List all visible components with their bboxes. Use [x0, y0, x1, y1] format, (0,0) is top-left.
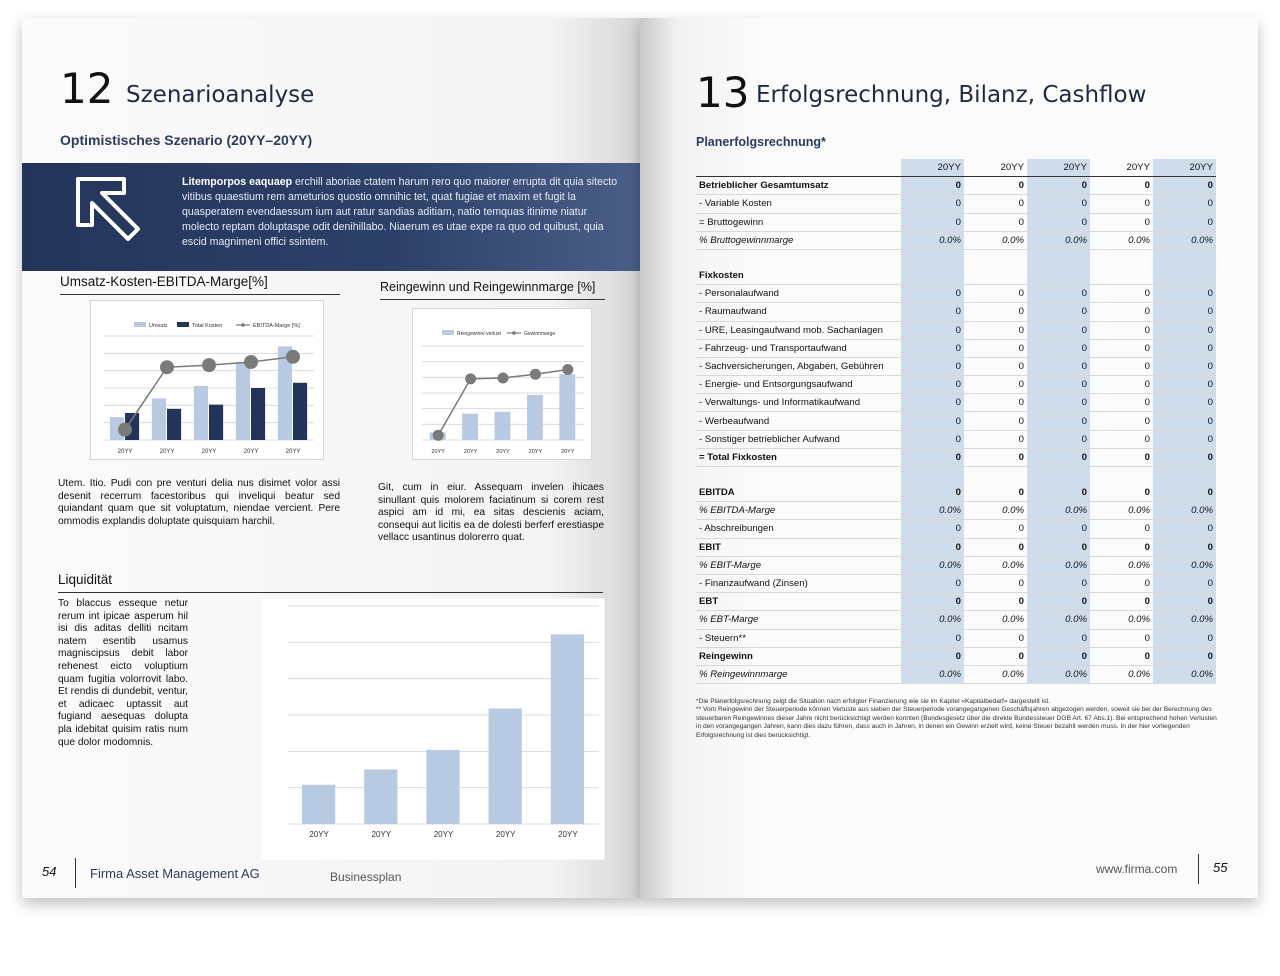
footer-page-number: 55: [1213, 860, 1228, 875]
legend-label: Umsatz: [149, 323, 168, 329]
table-cell: 0.0%: [901, 665, 964, 683]
column-header: 20YY: [901, 159, 964, 177]
row-label: - Personalaufwand: [696, 285, 901, 303]
table-row: [696, 520, 1216, 538]
table-cell: 0.0%: [964, 611, 1027, 629]
table-cell: 0: [1090, 213, 1153, 231]
table-row: [696, 502, 1216, 520]
table-row: [696, 611, 1216, 629]
table-cell: 0: [901, 430, 964, 448]
row-label: % Reingewinnmarge: [696, 665, 901, 683]
x-tick-label: 20YY: [528, 449, 543, 455]
table-cell: 0.0%: [1090, 611, 1153, 629]
row-label: - Variable Kosten: [696, 195, 901, 213]
table-cell: 0.0%: [901, 611, 964, 629]
table-row: [696, 339, 1216, 357]
footnote-2: ** Vom Reingewinn der Steuerperiode können Verluste aus sieben der Steuerperiode vorangegangenen Geschäftsjahren abgezogen werden, soweit sie bei der Berechnung des steuerbaren Reingewinnes dieser Jahre nicht berücksichtigt werden konnten (Bundesgesetz über die direkte Bundessteuer DGB Art. 67 Abs.1). Bei entsprechend hohen Verlusten in den vorangegangen Jahren, kann dies dazu führen, dass auch in Jahren, in denen ein Gewinn erzielt wird, keine Steuer bezahlt werden muss. In der hier vorliegenden Erfolgsrechnung ist dies berücksichtigt.: [696, 706, 1217, 739]
section3-text: To blaccus esseque netur rerum int ipicae asperum hil isi dis aditas delliti ncitam natem esentib usamus magniscipsus debit labor rehenest eicto voluptium quam fugitia volorrovit labo. Et rendis di dundebit, ventur, et adicaec uptassit aut fugiand aesequas dolupta pla idebitat quisim ratis num que dolor modomnis.: [58, 598, 188, 748]
table-cell: [1153, 267, 1216, 285]
x-tick-label: 20YY: [159, 449, 175, 455]
table-cell: 0: [901, 357, 964, 375]
line-point: [286, 350, 300, 364]
table-cell: 0: [1027, 484, 1090, 502]
chart-liquiditaet: [260, 598, 605, 860]
bar: [364, 770, 397, 825]
section-title-liquiditaet: Liquidität: [58, 572, 603, 593]
bar: [167, 409, 181, 440]
table-cell: 0: [1090, 430, 1153, 448]
chapter-number: 13: [696, 68, 750, 117]
table-cell: 0: [1153, 303, 1216, 321]
bar: [462, 414, 478, 440]
x-tick-label: 20YY: [495, 830, 516, 839]
legend-label: EBITDA-Marge [%]: [253, 323, 300, 329]
table-cell: [1027, 267, 1090, 285]
table-cell: 0: [964, 448, 1027, 466]
legend-label: Reingewinn/-verlust: [457, 331, 501, 337]
table-row: [696, 647, 1216, 665]
row-label: [696, 467, 901, 485]
table-cell: 0.0%: [1153, 611, 1216, 629]
section-title-reingewinn: Reingewinn und Reingewinnmarge [%]: [380, 280, 605, 300]
table-cell: 0.0%: [1153, 231, 1216, 249]
table-cell: 0: [1153, 430, 1216, 448]
table-cell: 0.0%: [1027, 665, 1090, 683]
table-cell: 0: [1027, 629, 1090, 647]
table-cell: 0: [964, 303, 1027, 321]
row-label: - Sachversicherungen, Abgaben, Gebühren: [696, 357, 901, 375]
table-cell: 0: [1153, 321, 1216, 339]
table-cell: 0: [1153, 448, 1216, 466]
table-cell: 0: [1090, 629, 1153, 647]
table-cell: 0: [901, 321, 964, 339]
chart-reingewinn: [412, 308, 592, 460]
table-cell: 0: [964, 484, 1027, 502]
table-cell: 0: [1027, 412, 1090, 430]
row-label: Fixkosten: [696, 267, 901, 285]
table-cell: [1027, 467, 1090, 485]
table-cell: 0: [964, 647, 1027, 665]
table-row: [696, 303, 1216, 321]
table-cell: 0: [1090, 593, 1153, 611]
table-cell: 0: [1153, 484, 1216, 502]
table-cell: 0: [964, 430, 1027, 448]
row-label: % Bruttogewinnmarge: [696, 231, 901, 249]
footer-document: Businessplan: [330, 870, 402, 884]
table-cell: 0.0%: [1153, 665, 1216, 683]
line-point: [465, 373, 476, 384]
table-cell: 0: [901, 394, 964, 412]
table-row: [696, 448, 1216, 466]
table-cell: 0: [1090, 647, 1153, 665]
line-point: [530, 369, 541, 380]
table-cell: [1090, 467, 1153, 485]
table-cell: 0: [964, 593, 1027, 611]
footer-company: Firma Asset Management AG: [90, 866, 260, 881]
table-cell: 0: [964, 195, 1027, 213]
footnote-1: *Die Planerfolgsrechnung zeigt die Situation nach erfolgter Finanzierung wie sie im Kapitel «Kapitalbedarf» dargestellt ist.: [696, 698, 1051, 705]
footer-page-number: 54: [42, 864, 57, 879]
table-cell: 0.0%: [964, 556, 1027, 574]
bar: [194, 386, 208, 440]
table-cell: [1153, 249, 1216, 267]
table-cell: 0.0%: [1153, 556, 1216, 574]
x-tick-label: 20YY: [561, 449, 575, 455]
table-cell: [901, 467, 964, 485]
row-label: = Bruttogewinn: [696, 213, 901, 231]
section-title-umsatz: Umsatz-Kosten-EBITDA-Marge[%]: [60, 274, 340, 295]
table-cell: 0: [901, 484, 964, 502]
table-cell: 0: [1090, 285, 1153, 303]
row-label: - Abschreibungen: [696, 520, 901, 538]
table-cell: 0: [1153, 339, 1216, 357]
bar: [251, 388, 265, 440]
table-cell: 0: [1153, 195, 1216, 213]
table-cell: 0: [1090, 339, 1153, 357]
table-cell: 0: [1027, 647, 1090, 665]
table-cell: 0: [1027, 177, 1090, 195]
row-label: EBIT: [696, 538, 901, 556]
table-cell: 0: [1027, 376, 1090, 394]
table-cell: 0: [1153, 376, 1216, 394]
header-label-cell: [696, 159, 901, 177]
table-cell: 0: [1090, 394, 1153, 412]
table-cell: 0: [1090, 412, 1153, 430]
table-row: [696, 376, 1216, 394]
table-cell: 0: [964, 538, 1027, 556]
table-row: [696, 321, 1216, 339]
x-tick-label: 20YY: [243, 449, 259, 455]
summary-banner: [22, 163, 640, 271]
row-label: - Energie- und Entsorgungsaufwand: [696, 376, 901, 394]
bar: [527, 395, 543, 440]
legend-label: Gewinnmarge: [524, 331, 556, 337]
table-cell: 0.0%: [1090, 556, 1153, 574]
row-label: EBITDA: [696, 484, 901, 502]
table-cell: 0: [1153, 538, 1216, 556]
chapter-title: Erfolgsrechnung, Bilanz, Cashflow: [756, 82, 1147, 108]
table-cell: [901, 267, 964, 285]
row-label: Betrieblicher Gesamtumsatz: [696, 177, 901, 195]
table-cell: 0: [901, 177, 964, 195]
legend-swatch: [177, 322, 189, 327]
table-cell: 0: [901, 339, 964, 357]
bar: [152, 398, 166, 440]
bar: [426, 750, 459, 824]
banner-text: [182, 175, 622, 250]
x-tick-label: 20YY: [558, 830, 578, 839]
row-label: - Raumaufwand: [696, 303, 901, 321]
row-label: - Sonstiger betrieblicher Aufwand: [696, 430, 901, 448]
table-row: [696, 665, 1216, 683]
arrow-up-left-icon: [72, 173, 144, 245]
x-tick-label: 20YY: [117, 449, 133, 455]
legend-label: Total Kosten: [192, 323, 223, 329]
table-cell: 0: [964, 520, 1027, 538]
table-cell: [1027, 249, 1090, 267]
table-cell: 0: [1027, 520, 1090, 538]
table-cell: 0: [1153, 574, 1216, 592]
table-cell: 0.0%: [901, 502, 964, 520]
bar: [302, 785, 335, 824]
table-cell: 0: [1153, 647, 1216, 665]
table-cell: 0.0%: [1090, 231, 1153, 249]
table-row: [696, 177, 1216, 195]
bar: [559, 374, 575, 440]
x-tick-label: 20YY: [201, 449, 217, 455]
chart-umsatz-kosten: [90, 300, 324, 460]
section1-text: Utem. Itio. Pudi con pre venturi delia nus disimet volor assi desenit recerrum facestoribus qui inveliqui beatur sed quiandant quam que sit voluptatum, niendae vercient. Pere ommodis explandis doluptate quisquiam harchil.: [58, 478, 340, 527]
table-cell: 0.0%: [901, 231, 964, 249]
table-cell: 0: [901, 520, 964, 538]
table-cell: 0: [1027, 430, 1090, 448]
row-label: [696, 249, 901, 267]
table-cell: 0: [964, 213, 1027, 231]
table-cell: 0: [1153, 357, 1216, 375]
legend-marker: [241, 323, 245, 327]
legend-swatch: [442, 330, 454, 335]
banner-bold: Litemporpos eaquaep: [182, 176, 293, 188]
line-point: [202, 358, 216, 372]
table-cell: 0: [964, 629, 1027, 647]
column-header: 20YY: [1153, 159, 1216, 177]
table-cell: 0: [964, 357, 1027, 375]
table-cell: 0: [1090, 177, 1153, 195]
x-tick-label: 20YY: [433, 830, 454, 839]
table-cell: 0: [1153, 412, 1216, 430]
chapter-title: Szenarioanalyse: [126, 82, 315, 108]
table-cell: 0: [901, 285, 964, 303]
table-cell: 0.0%: [1027, 611, 1090, 629]
table-cell: 0.0%: [1090, 502, 1153, 520]
table-cell: 0: [1027, 538, 1090, 556]
table-cell: 0: [1090, 574, 1153, 592]
table-cell: 0: [1153, 593, 1216, 611]
table-cell: 0: [964, 177, 1027, 195]
table-cell: 0: [964, 285, 1027, 303]
row-label: = Total Fixkosten: [696, 448, 901, 466]
table-cell: 0: [1090, 376, 1153, 394]
table-cell: 0.0%: [1090, 665, 1153, 683]
legend-swatch: [134, 322, 146, 327]
bar: [209, 405, 223, 440]
table-cell: 0: [1153, 629, 1216, 647]
bar: [489, 708, 522, 824]
table-cell: 0: [901, 195, 964, 213]
table-cell: 0: [1027, 448, 1090, 466]
table-cell: 0: [1027, 394, 1090, 412]
table-cell: 0: [901, 303, 964, 321]
table-cell: 0: [901, 593, 964, 611]
table-cell: 0: [901, 647, 964, 665]
line-point: [118, 423, 132, 437]
line-point: [498, 372, 509, 383]
table-row: [696, 574, 1216, 592]
table-cell: 0.0%: [901, 556, 964, 574]
table-cell: 0: [964, 394, 1027, 412]
table-cell: 0.0%: [964, 665, 1027, 683]
table-cell: 0: [1090, 195, 1153, 213]
table-cell: 0: [1027, 593, 1090, 611]
table-cell: 0: [1090, 303, 1153, 321]
line-point: [160, 360, 174, 374]
row-label: Reingewinn: [696, 647, 901, 665]
table-row: [696, 629, 1216, 647]
table-row: [696, 394, 1216, 412]
column-header: 20YY: [964, 159, 1027, 177]
table-cell: 0: [1027, 213, 1090, 231]
table-row: [696, 593, 1216, 611]
row-label: - Steuern**: [696, 629, 901, 647]
table-cell: 0: [1027, 303, 1090, 321]
table-row: [696, 430, 1216, 448]
table-cell: 0: [964, 412, 1027, 430]
table-cell: 0: [901, 574, 964, 592]
table-cell: 0.0%: [964, 231, 1027, 249]
table-cell: 0: [964, 321, 1027, 339]
column-header: 20YY: [1090, 159, 1153, 177]
table-row: [696, 556, 1216, 574]
x-tick-label: 20YY: [431, 449, 445, 455]
table-cell: 0: [1153, 285, 1216, 303]
table-cell: 0: [1090, 538, 1153, 556]
column-header: 20YY: [1027, 159, 1090, 177]
row-label: % EBIT-Marge: [696, 556, 901, 574]
row-label: - Finanzaufwand (Zinsen): [696, 574, 901, 592]
table-row: [696, 538, 1216, 556]
footer-divider: [75, 858, 76, 888]
bar: [293, 383, 307, 440]
x-tick-label: 20YY: [463, 449, 478, 455]
table-cell: [964, 467, 1027, 485]
table-cell: [1090, 267, 1153, 285]
table-cell: [964, 249, 1027, 267]
table-cell: 0: [1090, 448, 1153, 466]
table-cell: 0: [1090, 520, 1153, 538]
table-cell: 0.0%: [964, 502, 1027, 520]
legend-marker: [512, 331, 516, 335]
row-label: - URE, Leasingaufwand mob. Sachanlagen: [696, 321, 901, 339]
table-row: [696, 267, 1216, 285]
planerfolgsrechnung-table: [696, 159, 1216, 684]
x-tick-label: 20YY: [285, 449, 301, 455]
table-cell: 0.0%: [1027, 502, 1090, 520]
table-cell: 0: [964, 574, 1027, 592]
x-tick-label: 20YY: [496, 449, 510, 455]
x-tick-label: 20YY: [371, 830, 392, 839]
line-point: [562, 364, 573, 375]
right-page: [640, 18, 1258, 898]
table-row: [696, 231, 1216, 249]
table-cell: 0: [964, 376, 1027, 394]
table-cell: 0: [1153, 213, 1216, 231]
table-cell: 0: [1090, 321, 1153, 339]
table-cell: 0: [1027, 574, 1090, 592]
table-cell: 0: [1027, 285, 1090, 303]
table-cell: 0: [1153, 394, 1216, 412]
row-label: % EBT-Marge: [696, 611, 901, 629]
table-row: [696, 195, 1216, 213]
line-point: [244, 355, 258, 369]
bar: [236, 362, 250, 440]
footer-divider: [1198, 854, 1199, 884]
table-cell: 0: [901, 213, 964, 231]
row-label: % EBITDA-Marge: [696, 502, 901, 520]
table-cell: [1153, 467, 1216, 485]
bar: [495, 412, 511, 440]
table-cell: 0.0%: [1027, 556, 1090, 574]
table-header-row: [696, 159, 1216, 177]
table-cell: 0: [1090, 484, 1153, 502]
x-tick-label: 20YY: [309, 830, 329, 839]
line-point: [433, 430, 444, 441]
footer-url: www.firma.com: [1096, 862, 1178, 876]
scenario-subtitle: Optimistisches Szenario (20YY–20YY): [60, 132, 313, 148]
table-cell: 0: [1027, 357, 1090, 375]
table-row: [696, 285, 1216, 303]
table-cell: 0: [1027, 321, 1090, 339]
table-row: [696, 249, 1216, 267]
table-cell: 0: [901, 448, 964, 466]
table-row: [696, 467, 1216, 485]
table-subtitle: Planerfolgsrechnung*: [696, 135, 826, 149]
table-row: [696, 484, 1216, 502]
table-cell: [964, 267, 1027, 285]
table-cell: 0.0%: [1027, 231, 1090, 249]
table-cell: [901, 249, 964, 267]
table-cell: 0: [901, 376, 964, 394]
table-row: [696, 357, 1216, 375]
left-page: [22, 18, 640, 898]
table-row: [696, 213, 1216, 231]
section2-text: Git, cum in eiur. Assequam invelen ihicaes sinullant quis molorem faciatinum si corem rest aspici am id mi, ea sitas descienis aciam, consequi aut licitis ea de dolesti berferf erestiaspe vellacc usantinus dolorerro quat.: [378, 482, 604, 544]
footnotes: [696, 698, 1221, 740]
row-label: - Werbeaufwand: [696, 412, 901, 430]
table-cell: 0.0%: [1153, 502, 1216, 520]
bar: [551, 634, 584, 824]
table-row: [696, 412, 1216, 430]
row-label: - Fahrzeug- und Transportaufwand: [696, 339, 901, 357]
row-label: EBT: [696, 593, 901, 611]
table-cell: 0: [901, 629, 964, 647]
table-cell: 0: [1153, 177, 1216, 195]
table-cell: 0: [901, 538, 964, 556]
table-cell: 0: [901, 412, 964, 430]
table-cell: 0: [964, 339, 1027, 357]
banner-body: erchill aboriae ctatem harum rero quo maiorer errupta dit quia sitecto vitibus quaestium rem ameturios quostio omnihic tet, quat fugiae et maxim et fugit la quasperatem evendaessum ium aut ratur sandias aditiam, natio temquas itinime niatur molecto reptam doluptaspe odit denihillabo. Niaerum es utae expe ra quo od quibust, quia escid magnimeni offici ssintem.: [182, 176, 618, 248]
table-cell: 0: [1090, 357, 1153, 375]
table-cell: 0: [1027, 195, 1090, 213]
chapter-number: 12: [60, 64, 114, 113]
row-label: - Verwaltungs- und Informatikaufwand: [696, 394, 901, 412]
table-cell: [1090, 249, 1153, 267]
table-cell: 0: [1027, 339, 1090, 357]
table-cell: 0: [1153, 520, 1216, 538]
